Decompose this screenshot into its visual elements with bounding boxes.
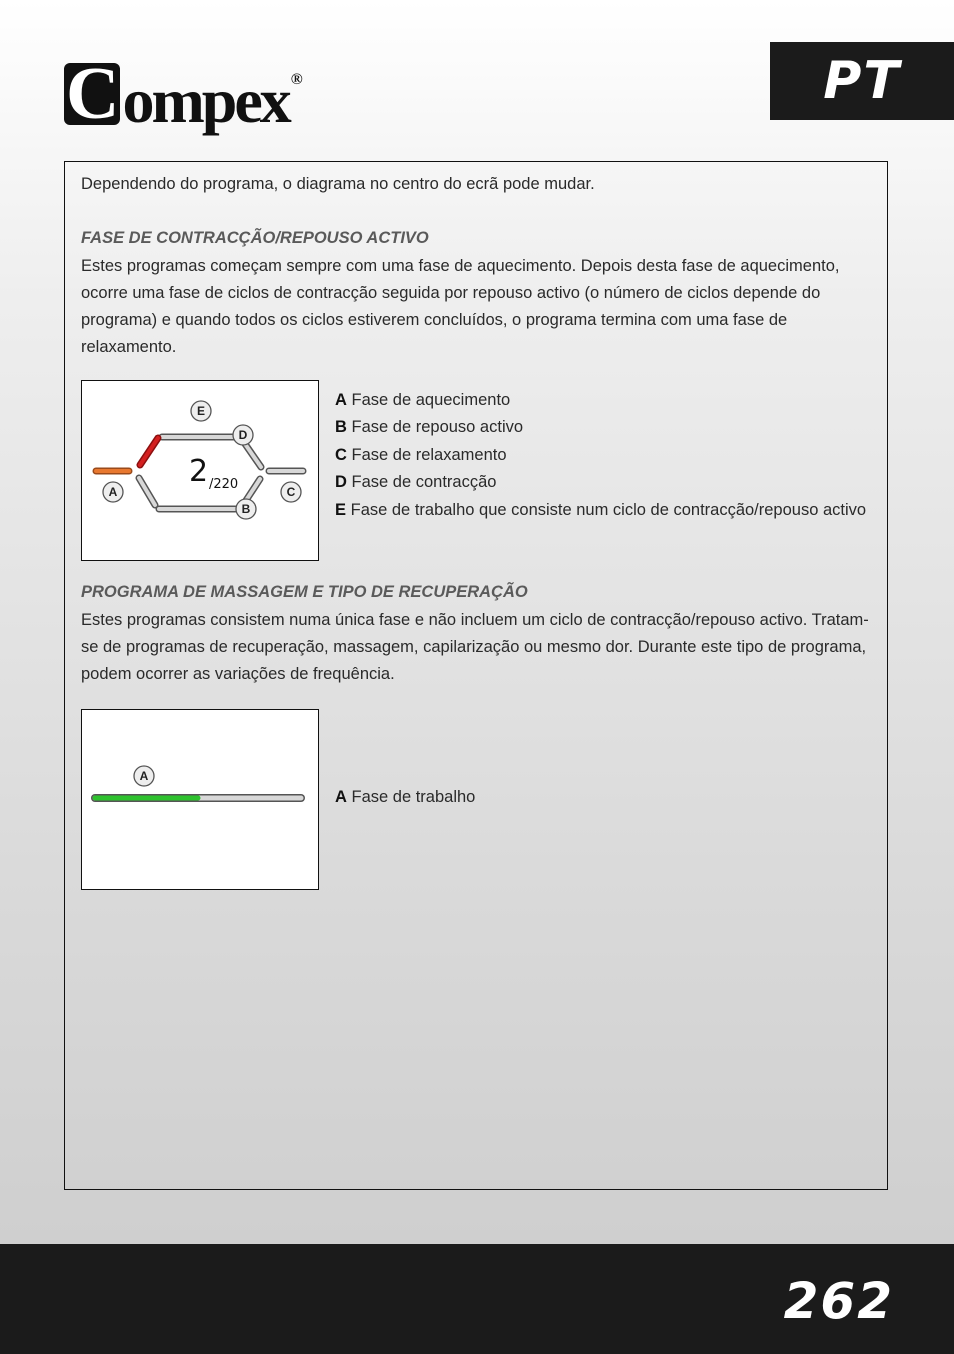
legend-row: E Fase de trabalho que consiste num ciclo de contracção/repouso activo xyxy=(335,500,867,519)
legend-row: A Fase de trabalho xyxy=(335,788,476,806)
intro-text: Dependendo do programa, o diagrama no centro do ecrã pode mudar. xyxy=(81,175,595,193)
legend-row: C Fase de relaxamento xyxy=(335,445,507,464)
cycle-diagram-svg xyxy=(82,381,318,560)
cycle-diagram xyxy=(81,380,319,561)
label-d xyxy=(233,425,253,445)
svg-text:A: A xyxy=(139,769,149,783)
svg-text:D: D xyxy=(238,428,248,442)
label-a xyxy=(103,482,123,502)
left-down-track xyxy=(139,478,155,505)
cycle-counter: 2 xyxy=(189,454,209,489)
svg-text:C: C xyxy=(286,485,296,499)
svg-text:E: E xyxy=(196,404,206,418)
label-e xyxy=(191,401,211,421)
label-b xyxy=(236,499,256,519)
section1-body: Estes programas começam sempre com uma fase de aquecimento. Depois desta fase de aquecimento, ocorre uma fase de ciclos de contracção seguida por repouso activo (o número de ciclos depende do programa) e quando todos os ciclos estiverem concluídos, o programa termina com uma fase de relaxamento. xyxy=(81,257,840,356)
section1-heading: FASE DE CONTRACÇÃO/REPOUSO ACTIVO xyxy=(81,229,429,247)
single-phase-diagram xyxy=(81,709,319,890)
section2-heading: PROGRAMA DE MASSAGEM E TIPO DE RECUPERAÇÃO xyxy=(81,583,528,601)
svg-text:A: A xyxy=(108,485,118,499)
page-number: 262 xyxy=(783,1272,894,1330)
content-box xyxy=(64,161,888,1190)
language-tab: PT xyxy=(770,42,954,120)
svg-text:B: B xyxy=(241,502,251,516)
cycle-total: /220 xyxy=(209,477,239,492)
section1-legend xyxy=(335,387,875,524)
legend-row: D Fase de contracção xyxy=(335,473,497,492)
single-phase-svg xyxy=(82,710,318,889)
section2-legend xyxy=(335,784,875,811)
label-a xyxy=(134,766,154,786)
logo-initial: C xyxy=(64,63,120,125)
registered-mark: ® xyxy=(290,71,303,88)
legend-row: A Fase de aquecimento xyxy=(335,391,511,409)
section2-body: Estes programas consistem numa única fase e não incluem um ciclo de contracção/repouso activo. Tratam-se de programas de recuperação, massagem, capilarização ou mesmo dor. Durante este tipo de programa, podem ocorrer as variações de frequência. xyxy=(81,611,869,683)
logo-rest: ompex xyxy=(122,65,289,136)
legend-row: B Fase de repouso activo xyxy=(335,418,524,437)
label-c xyxy=(281,482,301,502)
contraction-ramp xyxy=(140,438,158,465)
compex-logo xyxy=(64,40,303,136)
footer-bar xyxy=(0,1244,954,1354)
